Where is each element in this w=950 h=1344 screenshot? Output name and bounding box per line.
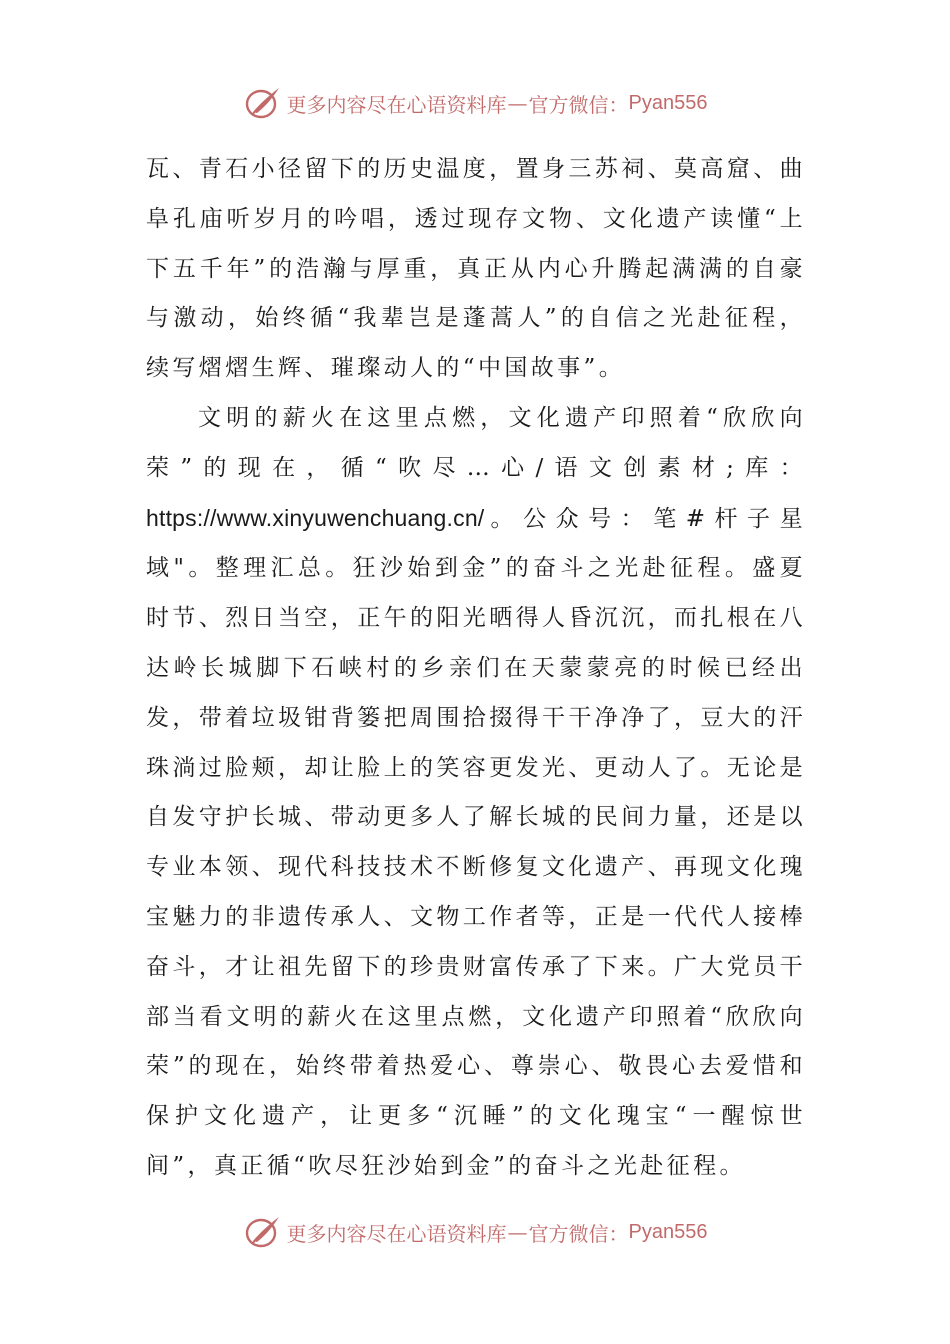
header-banner-dash: — bbox=[507, 91, 528, 115]
footer-banner-official: 官方微信： bbox=[528, 1221, 629, 1246]
footer-banner bbox=[0, 1210, 950, 1254]
paragraph-2-part-2: 。公众号：笔#杆子星域"。整理汇总。狂沙始到金”的奋斗之光赴征程。盛夏时节、烈日当空，正午的阳光晒得人昏沉沉，而扎根在八达岭长城脚下石峡村的乡亲们在天蒙蒙亮的时候已经出发，带着垃圾钳背篓把周围拾掇得干干净净了，豆大的汗珠淌过脸颊，却让脸上的笑容更发光、更动人了。无论是自发守护长城、带动更多人了解长城的民间力量，还是以专业本领、现代科技技术不断修复文化遗产、再现文化瑰宝魅力的非遗传承人、文物工作者等，正是一代代人接棒奋斗，才让祖先留下的珍贵财富传承了下来。广大党员干部当看文明的薪火在这里点燃，文化遗产印照着“欣欣向荣”的现在，始终带着热爱心、尊崇心、敬畏心去爱惜和保护文化遗产，让更多“沉睡”的文化瑰宝“一醒惊世间”，真正循“吹尽狂沙始到金”的奋斗之光赴征程。 bbox=[146, 505, 806, 1179]
footer-banner-handle: Pyan556 bbox=[628, 1220, 708, 1243]
paragraph-2 bbox=[146, 394, 806, 1192]
paragraph-1: 瓦、青石小径留下的历史温度，置身三苏祠、莫高窟、曲阜孔庙听岁月的吟唱，透过现存文物、文化遗产读懂“上下五千年”的浩瀚与厚重，真正从内心升腾起满满的自豪与激动，始终循“我辈岂是蓬蒿人”的自信之光赴征程，续写熠熠生辉、璀璨动人的“中国故事”。 bbox=[146, 156, 806, 382]
footer-banner-dash: — bbox=[507, 1220, 528, 1244]
header-banner-text: 更多内容尽在心语资料库 bbox=[286, 92, 507, 117]
paragraph-2-part-1: 文明的薪火在这里点燃，文化遗产印照着“欣欣向荣”的现在，循“吹尽…心/语文创素材;库： bbox=[146, 404, 806, 481]
document-body bbox=[146, 145, 806, 1192]
quill-pen-logo-icon bbox=[243, 1214, 283, 1250]
header-banner-official: 官方微信： bbox=[528, 92, 629, 117]
header-banner bbox=[0, 81, 950, 125]
header-banner-handle: Pyan556 bbox=[628, 91, 708, 114]
footer-banner-text: 更多内容尽在心语资料库 bbox=[286, 1221, 507, 1246]
quill-pen-logo-icon bbox=[243, 85, 283, 121]
paragraph-2-url: https://www.xinyuwenchuang.cn/ bbox=[146, 504, 485, 531]
